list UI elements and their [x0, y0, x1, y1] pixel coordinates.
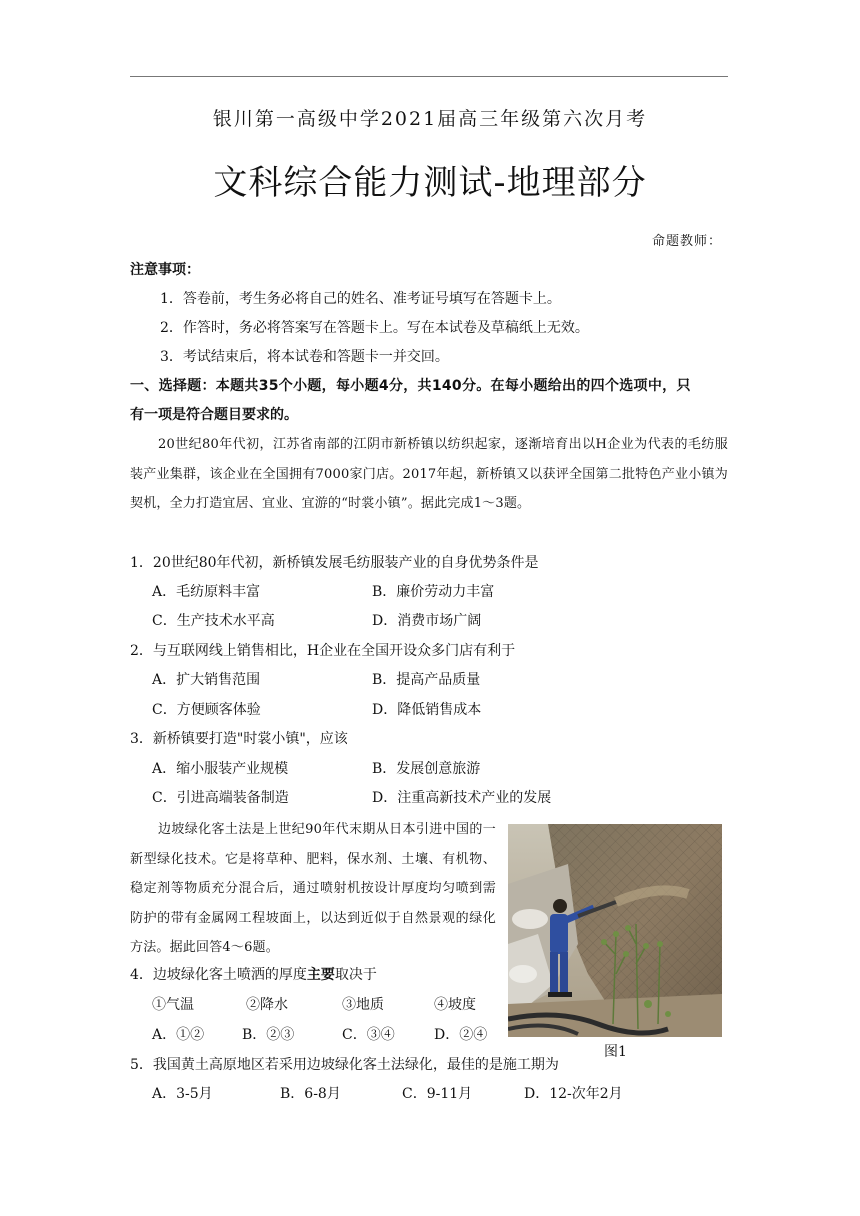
notes-item-2: 2．作答时，务必将答案写在答题卡上。写在本试卷及草稿纸上无效。	[160, 320, 589, 336]
q5-option-d: D．12-次年2月	[524, 1086, 623, 1102]
q4-stem-suffix: 取决于	[334, 967, 377, 983]
figure-1-photo	[508, 824, 722, 1037]
q1-option-b: B．廉价劳动力丰富	[372, 584, 495, 600]
school-title: 银川第一高级中学2021届高三年级第六次月考	[212, 108, 648, 130]
q1-option-a: A．毛纺原料丰富	[152, 584, 261, 600]
q1-option-d: D．消费市场广阔	[372, 613, 482, 629]
q4-option-d: D．②④	[434, 1027, 488, 1043]
subject-title: 文科综合能力测试-地理部分	[213, 163, 647, 203]
passage-1: 20世纪80年代初，江苏省南部的江阴市新桥镇以纺织起家，逐渐培育出以H企业为代表的毛纺服装产业集群，该企业在全国拥有7000家门店。2017年起，新桥镇又以获评全国第二批特色产业小镇为契机，全力打造宜居、宜业、宜游的“时裳小镇”。据此完成1～3题。	[130, 437, 728, 512]
q2-option-d: D．降低销售成本	[372, 702, 482, 718]
q4-factor-2: ②降水	[246, 997, 288, 1013]
section-heading-line1: 一、选择题：本题共35个小题，每小题4分，共140分。在每小题给出的四个选项中，只	[130, 378, 691, 394]
q4-stem	[130, 965, 377, 985]
q4-option-a: A．①②	[152, 1027, 205, 1043]
q4-factor-3: ③地质	[342, 997, 384, 1013]
notes-heading: 注意事项：	[130, 262, 200, 278]
q1-stem: 1．20世纪80年代初，新桥镇发展毛纺服装产业的自身优势条件是	[130, 555, 539, 571]
header-rule	[130, 76, 728, 77]
q3-option-b: B．发展创意旅游	[372, 761, 481, 777]
q3-stem: 3．新桥镇要打造"时裳小镇"，应该	[130, 731, 348, 747]
figure-1-caption: 图1	[604, 1044, 627, 1060]
q3-option-a: A．缩小服装产业规模	[152, 761, 289, 777]
section-heading-line2: 有一项是符合题目要求的。	[130, 407, 298, 423]
notes-item-1: 1．答卷前，考生务必将自己的姓名、准考证号填写在答题卡上。	[160, 291, 561, 307]
q4-stem-prefix: 4．边坡绿化客土喷洒的厚度	[130, 967, 307, 983]
q5-option-a: A．3-5月	[152, 1086, 213, 1102]
slope-spraying-illustration	[508, 824, 722, 1037]
q4-factor-4: ④坡度	[434, 997, 476, 1013]
q2-option-a: A．扩大销售范围	[152, 672, 261, 688]
q5-option-c: C．9-11月	[402, 1086, 473, 1102]
notes-item-3: 3．考试结束后，将本试卷和答题卡一并交回。	[160, 349, 449, 365]
q1-option-c: C．生产技术水平高	[152, 613, 275, 629]
author-label: 命题教师：	[651, 234, 722, 249]
q4-factor-1: ①气温	[152, 997, 194, 1013]
q3-option-d: D．注重高新技术产业的发展	[372, 790, 552, 806]
q5-stem: 5．我国黄土高原地区若采用边坡绿化客土法绿化，最佳的是施工期为	[130, 1057, 559, 1073]
q3-option-c: C．引进高端装备制造	[152, 790, 289, 806]
q2-option-b: B．提高产品质量	[372, 672, 481, 688]
q2-stem: 2．与互联网线上销售相比，H企业在全国开设众多门店有利于	[130, 643, 516, 659]
q4-option-b: B．②③	[242, 1027, 295, 1043]
q5-option-b: B．6-8月	[280, 1086, 341, 1102]
q2-option-c: C．方便顾客体验	[152, 702, 261, 718]
passage-2: 边坡绿化客土法是上世纪90年代末期从日本引进中国的一新型绿化技术。它是将草种、肥料，保水剂、土壤、有机物、稳定剂等物质充分混合后，通过喷射机按设计厚度均匀喷到需防护的带有金属网工程坡面上，以达到近似于自然景观的绿化方法。据此回答4～6题。	[130, 822, 496, 956]
q4-option-c: C．③④	[342, 1027, 395, 1043]
q4-stem-emphasis: 主要	[306, 967, 335, 983]
